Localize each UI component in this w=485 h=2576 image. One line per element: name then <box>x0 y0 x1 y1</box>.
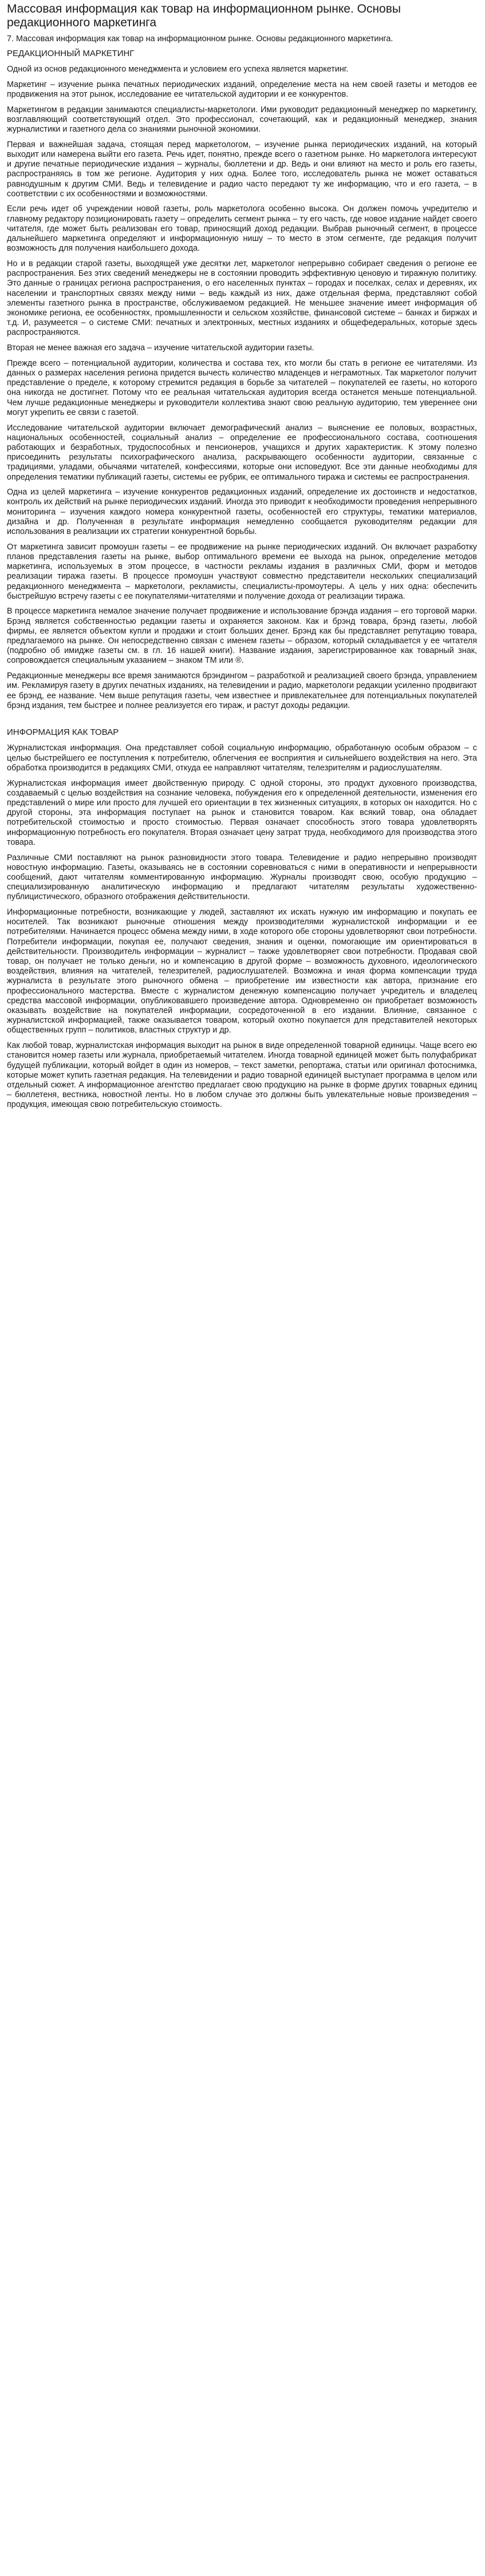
section-spacer <box>7 716 477 724</box>
paragraph: Как любой товар, журналистская информация выходит на рынок в виде определенной товарной единицы. Чаще всего ею становится номер газеты или журнала, приобретаемый читателем. Иногда товарной единицей может быть полуфабрикат будущей публикации, который войдет в один из номеров, – текст заметки, репортажа, статьи или оригинал фотоснимка, которые может купить газетная редакция. На телевидении и радио товарной единицей выступает программа в целом или отдельный сюжет. А информационное агентство предлагает свою продукцию на рынке в форме других товарных единиц – бюллетеня, вестника, новостной ленты. Но в любом случае это должны быть увлекательные новые произведения – продукция, имеющая свою потребительскую стоимость. <box>7 1041 477 1110</box>
paragraph: Одной из основ редакционного менеджмента и условием его успеха является маркетинг. <box>7 65 349 74</box>
section-heading-marketing: РЕДАКЦИОННЫЙ МАРКЕТИНГ <box>7 49 135 58</box>
paragraph: Информационные потребности, возникающие у людей, заставляют их искать нужную им информацию и покупать ее носителей. Так возникают рыночные отношения между производителями журналистской информации и ее потребителями. Начинается процесс обмена между ними, в ходе которого обе стороны удовлетворяют свои потребности. Потребители информации, покупая ее, получают сведения, знания и оценки, помогающие им ориентироваться в действительности. Производитель информации – журналист – также удовлетворяет свои потребности. Продавая свой товар, он получает не только деньги, но и компенсацию в другой форме – возможность духовного, идеологического воздействия, влияния на читателей, телезрителей, радиослушателей. Возможна и иная форма компенсации труда журналиста в результате этого рыночного обмена – приобретение им известности как автора, признание его профессионального мастерства. Вместе с журналистом денежную компенсацию получает учредитель и владелец средства массовой информации, опубликовавшего произведение автора. Одновременно он приобретает возможность оказывать воздействие на покупателей информации, сосредоточенной в его издании. Влияние, связанное с журналистской информацией, также оказывается товаром, который охотно покупается для представителей некоторых общественных групп – политиков, властных структур и др. <box>7 908 477 1035</box>
paragraph: Журналистская информация имеет двойственную природу. С одной стороны, это продукт духовного производства, создаваемый с целью воздействия на сознание человека, побуждения его к определенной деятельности, изменения его представлений о мире или просто для лучшей его ориентации в тех жизненных ситуациях, в которых он находится. Но с другой стороны, эта информация поступает на рынок и становится товаром. Как всякий товар, она обладает потребительской стоимостью и просто стоимостью. Первая означает способность этого товара удовлетворять информационную потребность его покупателя. Вторая означает цену затрат труда, необходимого для производства этого товара. <box>7 778 477 847</box>
paragraph: В процессе маркетинга немалое значение получает продвижение и использование брэнда издания – его торговой марки. Брэнд является собственностью редакции газеты и охраняется законом. Как и брэнд товара, брэнд газеты, любой фирмы, ее является объектом купли и продажи и стоит больших денег. Брэнд как бы представляет репутацию товара, предлагаемого на рынке. Он непосредственно связан с именем газеты – образом, который складывается у ее читателя (подробно об имидже газеты см. в гл. 16 нашей книги). Название издания, зарегистрированное как товарный знак, сопровождается специальным указанием – знаком ТМ или ®. <box>7 607 477 666</box>
paragraph: Различные СМИ поставляют на рынок разновидности этого товара. Телевидение и радио непрерывно производят новостную информацию. Газеты, оказываясь не в состоянии соревноваться с ними в оперативности и непрерывности сообщений, дают читателям комментированную информацию. Журналы производят свою, особую продукцию – специализированную аналитическую информацию и предлагают читателям результаты художественно-публицистического, образного отображения действительности. <box>7 853 477 902</box>
paragraph: Прежде всего – потенциальной аудитории, количества и состава тех, кто могли бы стать в регионе ее читателями. Из данных о размерах населения региона придется вычесть количество младенцев и неграмотных. Так маркетолог получит представление о пределе, к которому стремится редакция в борьбе за читателей – покупателей ее газеты, но которого она никогда не достигнет. Потому что ее реальная читательская аудитория всегда останется меньше потенциальной. Чем лучше редакционные менеджеры и руководители коллектива знают свою реальную аудиторию, тем увереннее они могут укрепить ее связи с газетой. <box>7 358 477 417</box>
paragraph: Если речь идет об учреждении новой газеты, роль маркетолога особенно высока. Он должен помочь учредителю и главному редактору позиционировать газету – определить сегмент рынка – ту его часть, где новое издание найдет своего читателя, где может быть реализован его товар, приносящий доход редакции. Выбрав рыночный сегмент, в процессе дальнейшего маркетинга определяют и информационную нишу – то место в этом сегменте, где редакция получит возможность для получения наибольшего дохода. <box>7 204 477 254</box>
paragraph: Маркетинг – изучение рынка печатных периодических изданий, определение места на нем своей газеты и методов ее продвижения на этот рынок, исследование ее читательской аудитории и ее конкурентов. <box>7 80 477 99</box>
paragraph: Маркетингом в редакции занимаются специалисты-маркетологи. Ими руководит редакционный менеджер по маркетингу, возглавляющий соответствующий отдел. Это профессионал, сочетающий, как и редакционный менеджер, знания журналистики и газетного дела со знаниями рыночной экономики. <box>7 105 477 134</box>
paragraph: От маркетинга зависит промоушн газеты – ее продвижение на рынке периодических изданий. Он включает разработку планов представления газеты на рынке, выбор оптимального времени ее выхода на рынок, определение методов маркетинга, используемых в этом процессе, в частности рекламы издания в различных СМИ, форм и методов реализации тиража газеты. В процессе промоушн участвуют совместно представители нескольких специализаций редакционного менеджмента – маркетологи, рекламисты, специалисты-промоутеры. А цель у них одна: обеспечить быстрейшую встречу газеты с ее покупателями-читателями и получение дохода от реализации тиража. <box>7 542 477 601</box>
paragraph: Но и в редакции старой газеты, выходящей уже десятки лет, маркетолог непрерывно собирает сведения о регионе ее распространения. Без этих сведений менеджеры не в состоянии проводить эффективную ценовую и тиражную политику. Это данные о границах региона распространения, о его населенных пунктах – городах и поселках, селах и деревнях, их населении и транспортных связях между ними – ведь каждый из них, даже отдельная ферма, представляют собой элементы газетного рынка в пространстве, обслуживаемом редакцией. Не меньшее значение имеет информация об экономике региона, ее особенностях, промышленности и сельском хозяйстве, финансовой системе – банках и биржах и т.д. И, разумеется – о системе СМИ: печатных и электронных, местных изданиях и общефедеральных, которые здесь распространяются. <box>7 259 477 338</box>
paragraph: Первая и важнейшая задача, стоящая перед маркетологом, – изучение рынка периодических изданий, на который выходит или намерена выйти его газета. Речь идет, понятно, прежде всего о газетном рынке. Но маркетолога интересуют и другие печатные периодические издания – журналы, бюллетени и др. Ведь и они влияют на место и роль его газеты, распространяясь в том же регионе. Аудитория у них одна. Более того, исследователь рынка не может оставаться равнодушным к другим СМИ. Ведь и телевидение и радио часто передают ту же информацию, что и его газета, – в соответствии с их особенностями и возможностями. <box>7 140 477 199</box>
page-title: Массовая информация как товар на информационном рынке. Основы редакционного маркетинга <box>7 2 401 29</box>
section-heading-information: ИНФОРМАЦИЯ КАК ТОВАР <box>7 727 119 738</box>
section-body-information <box>7 743 477 1110</box>
paragraph: Журналистская информация. Она представляет собой социальную информацию, обработанную особым образом – с целью быстрейшего ее поступления к потребителю, облегчения ее восприятия и сильнейшего воздействия на него. Эта обработка производится в редакциях СМИ, откуда ее направляют читателям, телезрителям и радиослушателям. <box>7 743 477 773</box>
paragraph: Вторая не менее важная его задача – изучение читательской аудитории газеты. <box>7 343 314 353</box>
article-page <box>0 0 485 1121</box>
lead-paragraph: 7. Массовая информация как товар на информационном рынке. Основы редакционного маркетинга. <box>7 34 393 43</box>
paragraph: Одна из целей маркетинга – изучение конкурентов редакционных изданий, определение их достоинств и недостатков, контроль их действий на рынке периодических изданий. Иногда это приводит к необходимости проведения непрерывного мониторинга – изучения каждого номера конкурентной газеты, особенностей его структуры, тематики материалов, дизайна и др. Полученная в результате информация немедленно сообщается руководителям редакции для использования в реализации их стратегии конкурентной борьбы. <box>7 488 477 537</box>
paragraph: Редакционные менеджеры все время занимаются брэндингом – разработкой и реализацией своего брэнда, управлением им. Рекламируя газету в других печатных изданиях, на телевидении и радио, маркетологи редакции усиленно продвигают ее брэнд, ее название. Чем выше репутация газеты, чем известнее и привлекательнее для потенциальных покупателей брэнд издания, тем быстрее и полнее реализуется его тираж, и растут доходы редакции. <box>7 671 477 710</box>
paragraph: Исследование читательской аудитории включает демографический анализ – выяснение ее половых, возрастных, национальных особенностей, социальный анализ – определение ее профессионального состава, соотношения работающих и безработных, трудоспособных и пенсионеров, учащихся и других характеристик. К этому полезно присоединить результаты психографического анализа, раскрывающего особенности аудитории, связанные с традициями, уладами, обычаями читателей, конфессиями, которые они исповедуют. Все эти данные необходимы для определения тематики публикаций газеты, системы ее рубрик, ее оптимального тиража и системы ее распространения. <box>7 423 477 482</box>
section-body-marketing <box>7 65 477 711</box>
